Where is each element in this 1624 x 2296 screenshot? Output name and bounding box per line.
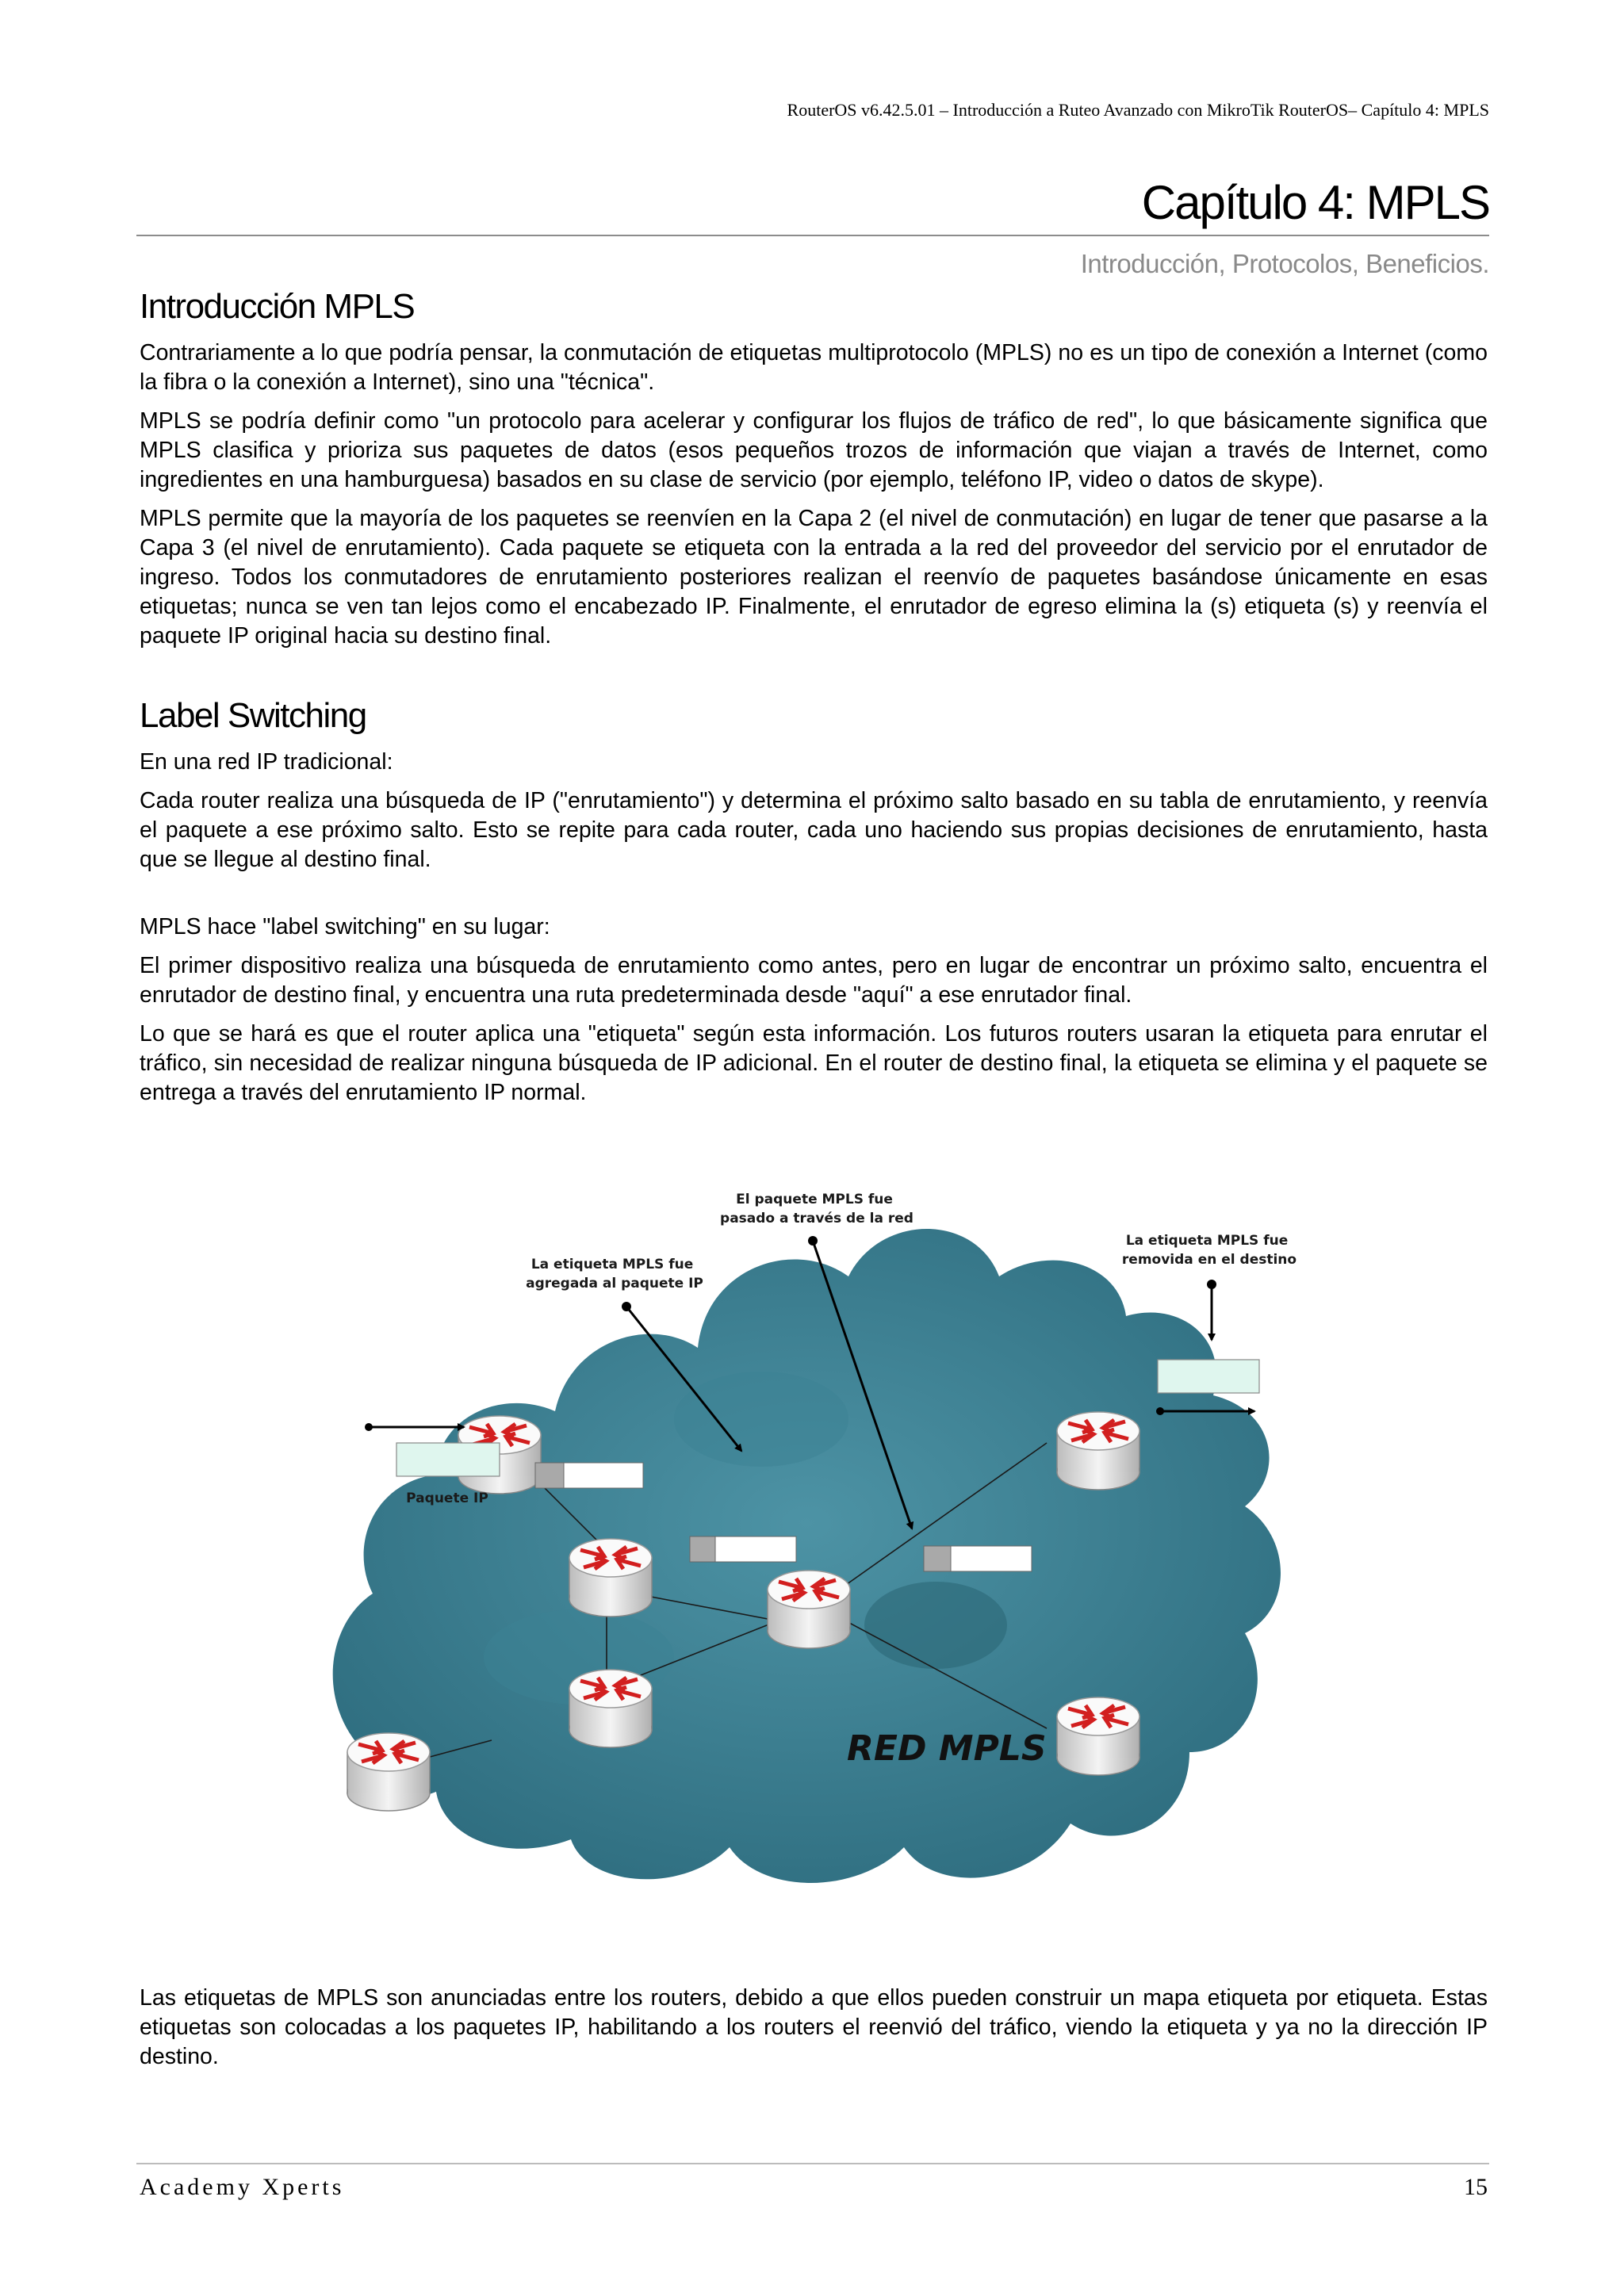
mpls-network-diagram [317,1181,1348,1927]
paragraph: Lo que se hará es que el router aplica una "etiqueta" según esta información. Los futuros routers usaran la etiqueta para enrutar el tráfico, sin necesidad de realizar ninguna búsqueda de IP adicional. En el router de destino final, la etiqueta se elimina y el paquete se entrega a través del enrutamiento IP normal. [140,1020,1488,1105]
router-edge-icon [347,1733,430,1811]
callout-passed: El paquete MPLS fue pasado a través de la red [720,1192,914,1226]
section-heading: Introducción MPLS [140,287,415,326]
footer-divider [136,2163,1489,2164]
section-heading: Label Switching [140,696,366,735]
footer-brand: Academy Xperts [140,2174,345,2200]
page-number: 15 [1464,2174,1488,2200]
labeled-packet [924,1546,1032,1571]
ip-packet-box [396,1443,500,1476]
router-core-icon [569,1670,652,1747]
chapter-title: Capítulo 4: MPLS [1141,176,1489,229]
ip-packet-label: Paquete IP [406,1490,488,1506]
ip-packet-out-box [1158,1360,1259,1393]
router-egress-icon [1057,1412,1139,1490]
router-core-icon [569,1539,652,1617]
paragraph: MPLS se podría definir como "un protocolo para acelerar y configurar los flujos de tráfico de red", lo que básicamente significa que MPLS clasifica y prioriza sus paquetes de datos (esos pequeños trozos de información que viajan a través de Internet, como ingredientes en una hamburguesa) basados en su clase de servicio (por ejemplo, teléfono IP, video o datos de skype). [140,408,1488,492]
title-divider [136,235,1489,236]
paragraph: Las etiquetas de MPLS son anunciadas entre los routers, debido a que ellos pueden construir un mapa etiqueta por etiqueta. Estas etiquetas son colocadas a los paquetes IP, habilitando a los routers el reenvió del tráfico, viendo la etiqueta y ya no la dirección IP destino. [140,1985,1488,2069]
closing-section [140,1984,1488,2081]
paragraph: MPLS permite que la mayoría de los paquetes se reenvíen en la Capa 2 (el nivel de conmutación) en lugar de tener que pasarse a la Capa 3 (el nivel de enrutamiento). Cada paquete se etiqueta con la entrada a la red del proveedor del servicio por el enrutador de ingreso. Todos los conmutadores de enrutamiento posteriores realizan el reenvío de paquetes basándose únicamente en esas etiquetas; nunca se ven tan lejos como el encabezado IP. Finalmente, el enrutador de egreso elimina la (s) etiqueta (s) y reenvía el paquete IP original hacia su destino final. [140,505,1488,649]
network-label: RED MPLS [847,1728,1047,1769]
paragraph: Contrariamente a lo que podría pensar, la conmutación de etiquetas multiprotocolo (MPLS) no es un tipo de conexión a Internet (como la fibra o la conexión a Internet), sino una "técnica". [140,339,1488,395]
paragraph: En una red IP tradicional: [140,748,393,775]
cloud-shape [333,1229,1281,1883]
running-header: RouterOS v6.42.5.01 – Introducción a Ruteo Avanzado con MikroTik RouterOS– Capítulo 4: MPLS [787,100,1489,120]
section-introduccion-mpls [140,287,1488,660]
labeled-packet [535,1463,643,1488]
section-label-switching [140,696,1488,1117]
paragraph: Cada router realiza una búsqueda de IP ("enrutamiento") y determina el próximo salto basado en su tabla de enrutamiento, y reenvía el paquete a ese próximo salto. Esto se repite para cada router, cada uno haciendo sus propias decisiones de enrutamiento, hasta que se llegue al destino final. [140,787,1488,872]
paragraph: El primer dispositivo realiza una búsqueda de enrutamiento como antes, pero en lugar de encontrar un próximo salto, encuentra el enrutador de destino final, y encuentra una ruta predeterminada desde "aquí" a ese enrutador final. [140,952,1488,1008]
chapter-subtitle: Introducción, Protocolos, Beneficios. [1080,249,1489,278]
callout-removed: La etiqueta MPLS fue removida en el destino [1121,1233,1297,1268]
paragraph: MPLS hace "label switching" en su lugar: [140,913,550,939]
router-edge-icon [1057,1697,1139,1775]
router-core-icon [768,1571,850,1648]
callout-added: La etiqueta MPLS fue agregada al paquete IP [526,1257,703,1292]
labeled-packet [690,1536,796,1562]
